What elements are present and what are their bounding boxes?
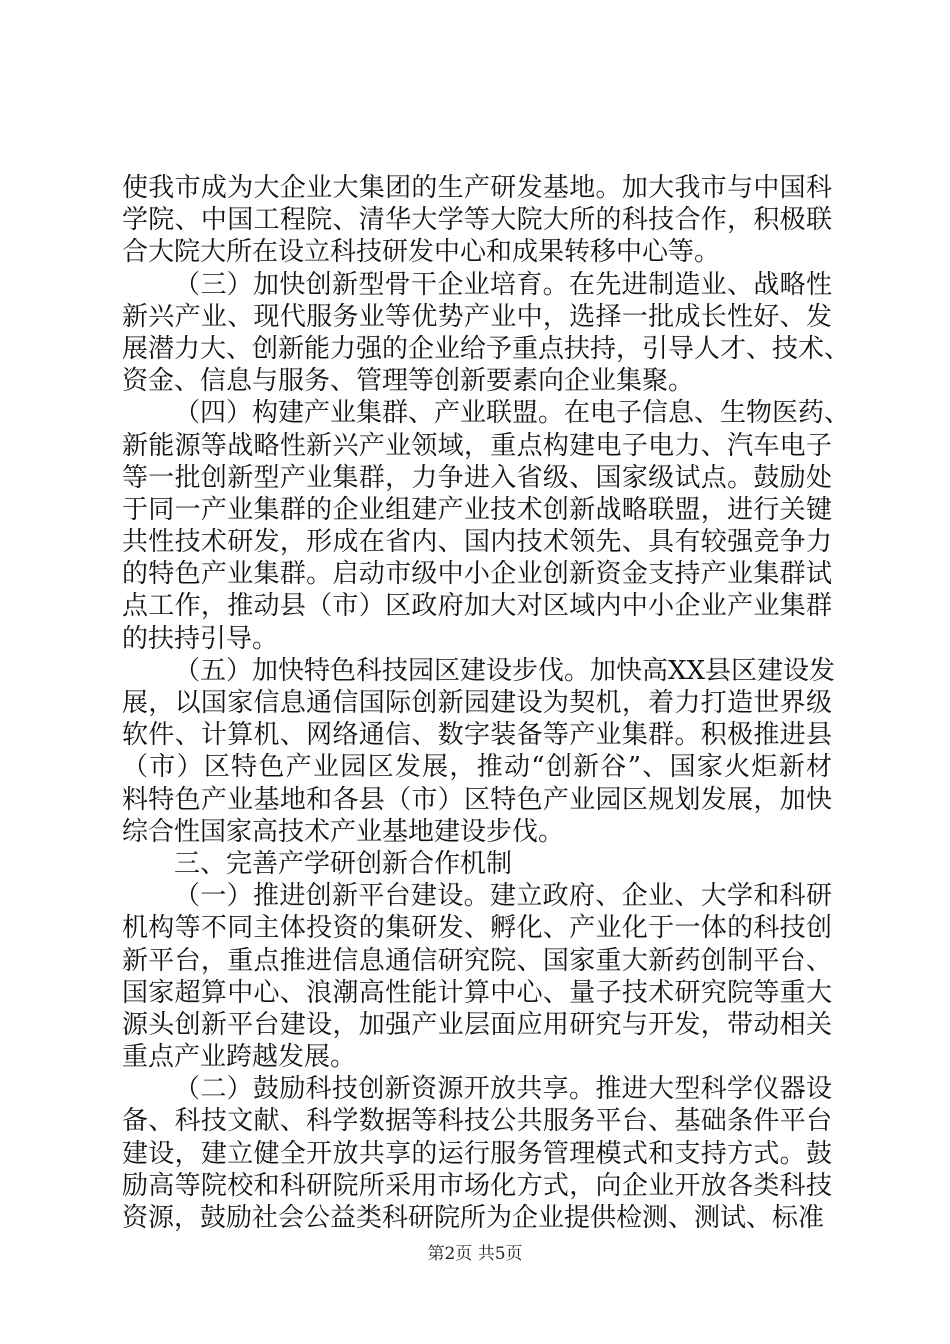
- text-line: 综合性国家高技术产业基地建设步伐。: [122, 816, 565, 847]
- text-line: 点工作，推动县（市）区政府加大对区域内中小企业产业集群: [122, 591, 832, 622]
- text-line: （三）加快创新型骨干企业培育。在先进制造业、战略性: [174, 269, 832, 300]
- document-body: [122, 172, 851, 1234]
- text-line: 展潜力大、创新能力强的企业给予重点扶持，引导人才、技术、: [122, 333, 851, 364]
- text-line: 使我市成为大企业大集团的生产研发基地。加大我市与中国科: [122, 173, 832, 203]
- text-line: 励高等院校和科研院所采用市场化方式，向企业开放各类科技: [122, 1170, 832, 1201]
- text-line: 源头创新平台建设，加强产业层面应用研究与开发，带动相关: [122, 1009, 832, 1040]
- text-line: 备、科技文献、科学数据等科技公共服务平台、基础条件平台: [122, 1106, 832, 1137]
- text-line: 展，以国家信息通信国际创新园建设为契机，着力打造世界级: [122, 688, 832, 718]
- section-heading: [122, 848, 832, 880]
- text-line: （一）推进创新平台建设。建立政府、企业、大学和科研: [174, 881, 832, 912]
- text-line: 料特色产业基地和各县（市）区特色产业园区规划发展，加快: [122, 784, 832, 815]
- text-line: 合大院大所在设立科技研发中心和成果转移中心等。: [122, 237, 721, 268]
- text-line: 资金、信息与服务、管理等创新要素向企业集聚。: [122, 366, 695, 397]
- text-line: 共性技术研发，形成在省内、国内技术领先、具有较强竞争力: [122, 527, 832, 558]
- text-line: 于同一产业集群的企业组建产业技术创新战略联盟，进行关键: [122, 494, 832, 525]
- text-line: 等一批创新型产业集群，力争进入省级、国家级试点。鼓励处: [122, 462, 832, 493]
- paragraph: [122, 1073, 832, 1234]
- text-line: （五）加快特色科技园区建设步伐。加快高XX县区建设发: [174, 655, 836, 686]
- text-line: 三、完善产学研创新合作机制: [174, 848, 513, 879]
- text-line: 学院、中国工程院、清华大学等大院大所的科技合作，积极联: [122, 205, 832, 236]
- page-number-footer: 第2页 共5页: [427, 1244, 523, 1264]
- paragraph: [122, 172, 832, 269]
- text-line: （二）鼓励科技创新资源开放共享。推进大型科学仪器设: [174, 1074, 832, 1105]
- text-line: 新平台，重点推进信息通信研究院、国家重大新药创制平台、: [122, 945, 832, 976]
- text-line: 资源，鼓励社会公益类科研院所为企业提供检测、测试、标准: [122, 1203, 825, 1233]
- text-line: 机构等不同主体投资的集研发、孵化、产业化于一体的科技创: [122, 913, 832, 944]
- text-line: 国家超算中心、浪潮高性能计算中心、量子技术研究院等重大: [122, 977, 832, 1008]
- text-line: 新能源等战略性新兴产业领域，重点构建电子电力、汽车电子: [122, 430, 832, 461]
- paragraph: [122, 880, 832, 1073]
- text-line: （四）构建产业集群、产业联盟。在电子信息、生物医药、: [174, 398, 851, 429]
- text-line: 新兴产业、现代服务业等优势产业中，选择一批成长性好、发: [122, 301, 832, 332]
- text-line: （市）区特色产业园区发展，推动“创新谷”、国家火炬新材: [122, 752, 832, 783]
- text-line: 软件、计算机、网络通信、数字装备等产业集群。积极推进县: [122, 720, 832, 751]
- paragraph: [122, 655, 836, 848]
- text-line: 的扶持引导。: [122, 623, 279, 654]
- text-line: 建设，建立健全开放共享的运行服务管理模式和支持方式。鼓: [122, 1138, 832, 1169]
- paragraph: [122, 269, 851, 398]
- text-line: 重点产业跨越发展。: [122, 1042, 357, 1073]
- text-line: 的特色产业集群。启动市级中小企业创新资金支持产业集群试: [122, 559, 832, 590]
- paragraph: [122, 397, 851, 655]
